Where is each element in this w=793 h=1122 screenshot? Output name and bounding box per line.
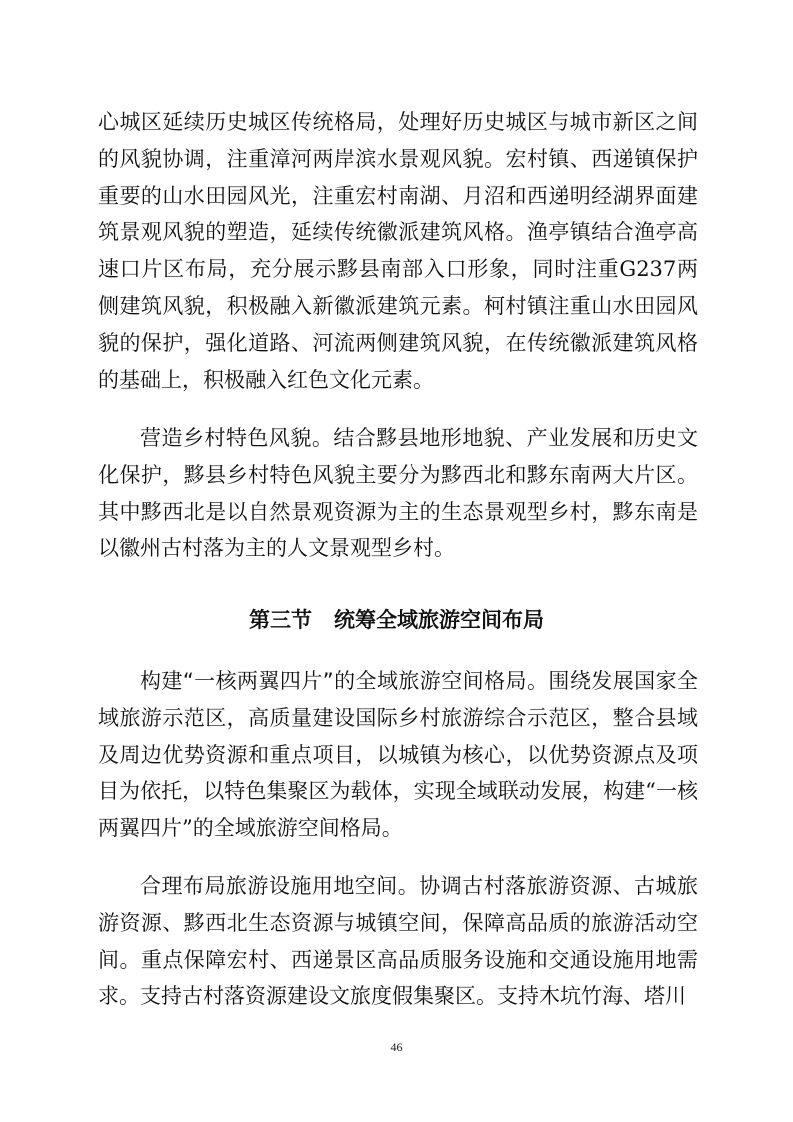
section-heading: 第三节 统筹全域旅游空间布局: [249, 608, 544, 632]
paragraph-tourism-facilities: [98, 868, 698, 1015]
paragraph-text: 心城区延续历史城区传统格局，处理好历史城区与城市新区之间的风貌协调，注重漳河两岸滨水景观风貌。宏村镇、西递镇保护重要的山水田园风光，注重宏村南湖、月沼和西递明经湖界面建筑景观风貌的塑造，延续传统徽派建筑风格。渔亭镇结合渔亭高速口片区布局，充分展示黟县南部入口形象，同时注重G237两侧建筑风貌，积极融入新徽派建筑元素。柯村镇注重山水田园风貌的保护，强化道路、河流两侧建筑风貌，在传统徽派建筑风格的基础上，积极融入红色文化元素。: [98, 110, 698, 392]
paragraph-lead: 构建“一核两翼四片”的全域旅游空间格局。: [140, 669, 549, 693]
paragraph-rural-style: [98, 420, 698, 567]
paragraph-text: 结合黟县地形地貌、产业发展和历史文化保护，黟县乡村特色风貌主要分为黟西北和黟东南两大片区。其中黟西北是以自然景观资源为主的生态景观型乡村，黟东南是以徽州古村落为主的人文景观型乡村。: [98, 426, 699, 561]
paragraph-text: 围绕发展国家全域旅游示范区，高质量建设国际乡村旅游综合示范区，整合县域及周边优势资源和重点项目，以城镇为核心，以优势资源点及项目为依托，以特色集聚区为载体，实现全域联动发展，构建“一核两翼四片”的全域旅游空间格局。: [98, 669, 698, 841]
paragraph-style-continuation: [98, 104, 698, 398]
paragraph-lead: 合理布局旅游设施用地空间。: [140, 874, 420, 898]
paragraph-text: 协调古村落旅游资源、古城旅游资源、黟西北生态资源与城镇空间，保障高品质的旅游活动空间。重点保障宏村、西递景区高品质服务设施和交通设施用地需求。支持古村落资源建设文旅度假集聚区。支持木坑竹海、塔川: [98, 874, 699, 1009]
paragraph-tourism-pattern: [98, 663, 698, 847]
page-number: 46: [390, 1040, 403, 1054]
paragraph-lead: 营造乡村特色风貌。: [140, 426, 334, 450]
